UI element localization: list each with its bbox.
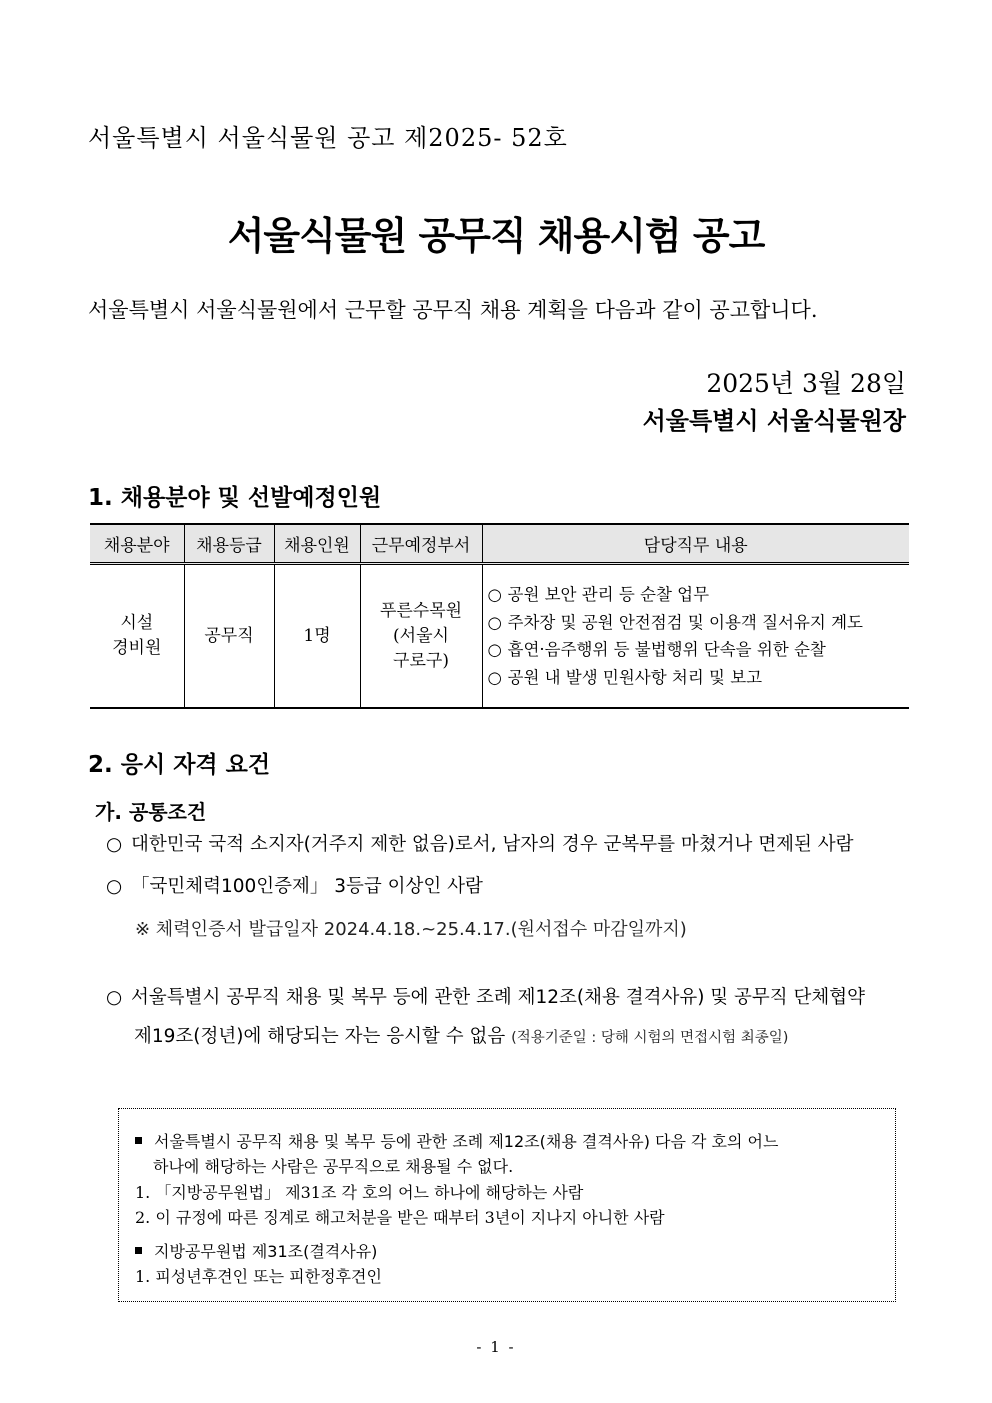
circle-bullet-icon: ○ bbox=[106, 876, 123, 897]
requirement-item: ○ 서울특별시 공무직 채용 및 복무 등에 관한 조례 제12조(채용 결격사유) 및 공무직 단체협약 bbox=[106, 987, 866, 1008]
section-1-heading: 1. 채용분야 및 선발예정인원 bbox=[88, 485, 382, 511]
intro-text: 서울특별시 서울식물원에서 근무할 공무직 채용 계획을 다음과 같이 공고합니다. bbox=[88, 298, 818, 322]
box-heading-continued: 하나에 해당하는 사람은 공무직으로 채용될 수 없다. bbox=[153, 1157, 514, 1176]
circle-bullet-icon: ○ bbox=[487, 612, 502, 632]
recruitment-table bbox=[90, 523, 909, 709]
circle-bullet-icon: ○ bbox=[106, 834, 123, 855]
dept-cell: 푸른수목원 (서울시 구로구) bbox=[360, 564, 482, 709]
requirement-item-continued: 제19조(정년)에 해당되는 자는 응시할 수 없음 (적용기준일 : 당해 시험의 면접시험 최종일) bbox=[134, 1026, 789, 1047]
field-cell: 시설 경비원 bbox=[90, 564, 184, 709]
issuer: 서울특별시 서울식물원장 bbox=[642, 407, 906, 435]
subsection-heading: 가. 공통조건 bbox=[95, 800, 207, 824]
box-item: 2. 이 규정에 따른 징계로 해고처분을 받은 때부터 3년이 지나지 아니한 사람 bbox=[135, 1208, 665, 1227]
table-header: 담당직무 내용 bbox=[482, 524, 909, 564]
duty-item: ○ 주차장 및 공원 안전점검 및 이용객 질서유지 계도 bbox=[488, 609, 910, 637]
grade-cell: 공무직 bbox=[184, 564, 274, 709]
announcement-date: 2025년 3월 28일 bbox=[706, 369, 906, 398]
square-bullet-icon bbox=[135, 1247, 142, 1254]
duty-item: ○ 공원 보안 관리 등 순찰 업무 bbox=[488, 581, 910, 609]
legal-reference-box bbox=[118, 1108, 896, 1302]
page-number: - 1 - bbox=[476, 1338, 516, 1356]
notice-number: 서울특별시 서울식물원 공고 제2025- 52호 bbox=[88, 124, 568, 152]
circle-bullet-icon: ○ bbox=[106, 987, 123, 1008]
circle-bullet-icon: ○ bbox=[487, 667, 502, 687]
circle-bullet-icon: ○ bbox=[487, 640, 502, 659]
box-item: 1. 피성년후견인 또는 피한정후견인 bbox=[135, 1267, 382, 1286]
duty-item: ○ 흡연·음주행위 등 불법행위 단속을 위한 순찰 bbox=[488, 636, 910, 664]
square-bullet-icon bbox=[135, 1137, 142, 1144]
box-item: 1. 「지방공무원법」 제31조 각 호의 어느 하나에 해당하는 사람 bbox=[135, 1183, 584, 1202]
table-header-row bbox=[90, 524, 909, 564]
circle-bullet-icon: ○ bbox=[487, 585, 502, 604]
table-header: 채용분야 bbox=[90, 524, 184, 564]
table-header: 채용등급 bbox=[184, 524, 274, 564]
box-heading: 지방공무원법 제31조(결격사유) bbox=[135, 1239, 377, 1262]
table-row bbox=[90, 564, 909, 709]
count-cell: 1명 bbox=[274, 564, 360, 709]
duties-cell bbox=[482, 564, 909, 709]
page-title: 서울식물원 공무직 채용시험 공고 bbox=[227, 214, 765, 258]
certificate-note: ※ 체력인증서 발급일자 2024.4.18.~25.4.17.(원서접수 마감일까지) bbox=[135, 919, 687, 940]
section-2-heading: 2. 응시 자격 요건 bbox=[88, 752, 271, 778]
requirement-item: ○ 「국민체력100인증제」 3등급 이상인 사람 bbox=[106, 876, 483, 897]
duty-item: ○ 공원 내 발생 민원사항 처리 및 보고 bbox=[488, 664, 910, 692]
requirement-item: ○ 대한민국 국적 소지자(거주지 제한 없음)로서, 남자의 경우 군복무를 마쳤거나 면제된 사람 bbox=[106, 834, 854, 855]
reference-date-note: (적용기준일 : 당해 시험의 면접시험 최종일) bbox=[511, 1030, 789, 1046]
table-header: 채용인원 bbox=[274, 524, 360, 564]
table-header: 근무예정부서 bbox=[360, 524, 482, 564]
box-heading: 서울특별시 공무직 채용 및 복무 등에 관한 조례 제12조(채용 결격사유) 다음 각 호의 어느 bbox=[135, 1129, 778, 1152]
